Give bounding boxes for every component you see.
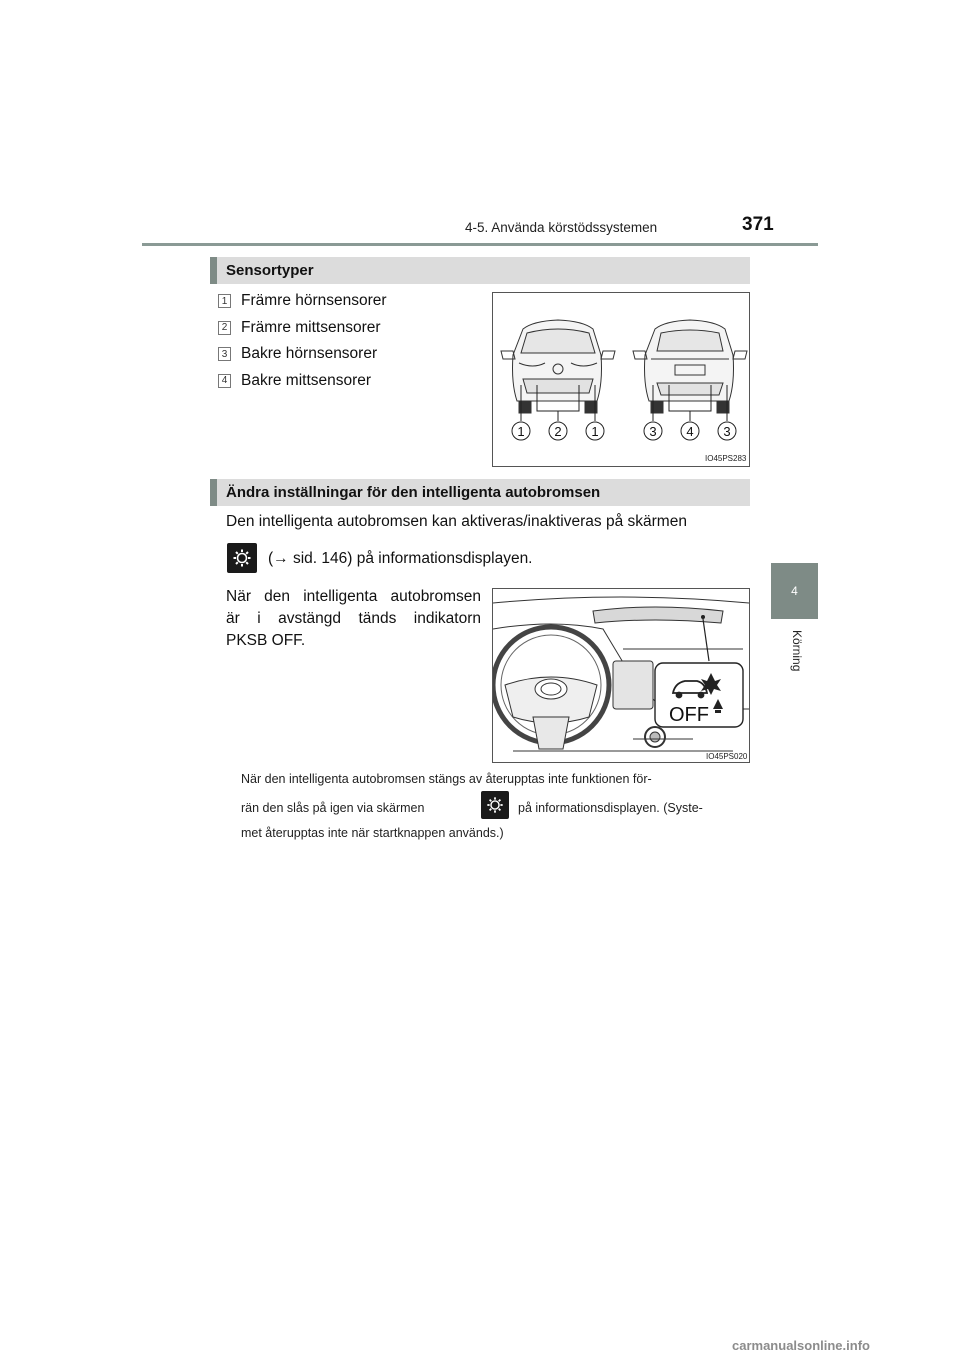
list-item xyxy=(218,315,387,342)
callout-4: 4 xyxy=(686,424,694,439)
callout-3: 3 xyxy=(649,424,657,439)
figure-code: IO45PS283 xyxy=(705,454,747,463)
list-item xyxy=(218,341,387,368)
header-section-title: 4-5. Använda körstödssystemen xyxy=(465,220,658,235)
item-label: Bakre mittsensorer xyxy=(241,371,372,389)
item-label: Bakre hörnsensorer xyxy=(241,345,378,363)
watermark: carmanualsonline.info xyxy=(732,1338,870,1353)
paragraph-pksb xyxy=(226,586,481,652)
figure-code: IO45PS020 xyxy=(706,752,748,761)
section-accent xyxy=(210,257,217,284)
paragraph-line: Den intelligenta autobromsen kan aktiveras/inaktiveras på skärmen xyxy=(226,513,687,530)
note-line: rän den slås på igen via skärmen xyxy=(241,801,425,815)
header-rule xyxy=(142,243,818,246)
section-heading-change-settings xyxy=(210,479,750,506)
callout-2: 2 xyxy=(554,424,562,439)
list-item xyxy=(218,288,387,315)
callout-3: 3 xyxy=(723,424,731,439)
chapter-tab: 4 xyxy=(771,563,818,619)
item-number: 3 xyxy=(218,347,231,361)
indicator-off-text: OFF xyxy=(669,704,709,726)
list-item xyxy=(218,368,387,395)
car-front-drawing xyxy=(501,320,615,413)
page-number: 371 xyxy=(742,214,774,235)
gear-icon xyxy=(232,548,252,568)
callout-1: 1 xyxy=(591,424,599,439)
dashboard-illustration xyxy=(493,589,749,762)
item-label: Främre mittsensorer xyxy=(241,318,381,336)
settings-gear-icon xyxy=(481,791,509,819)
paragraph-line: När den intelligenta autobromsen xyxy=(226,588,481,605)
section-heading-sensortyper xyxy=(210,257,750,284)
car-front-rear-illustration xyxy=(493,293,749,466)
item-label: Främre hörnsensorer xyxy=(241,292,387,310)
dashboard-indicator-figure xyxy=(492,588,750,763)
car-rear-drawing xyxy=(633,320,747,413)
item-number: 2 xyxy=(218,321,231,335)
section-title: Ändra inställningar för den intelligenta autobromsen xyxy=(226,484,601,501)
item-number: 4 xyxy=(218,374,231,388)
gear-icon xyxy=(486,796,504,814)
section-title: Sensortyper xyxy=(226,262,314,279)
note-line: När den intelligenta autobromsen stängs av återupptas inte funktionen för- xyxy=(241,772,652,786)
item-number: 1 xyxy=(218,294,231,308)
callout-1: 1 xyxy=(517,424,525,439)
paragraph-line: PKSB OFF. xyxy=(226,632,306,649)
sensor-list xyxy=(218,288,387,394)
note-line: på informationsdisplayen. (Syste- xyxy=(518,801,703,815)
paragraph-line: är i avstängd tänds indikatorn xyxy=(226,610,481,627)
settings-gear-icon xyxy=(227,543,257,573)
chapter-label: Körning xyxy=(790,630,804,672)
sensor-location-figure xyxy=(492,292,750,467)
paragraph-line: (→ sid. 146) på informationsdisplayen. xyxy=(268,550,533,567)
note-line: met återupptas inte när startknappen används.) xyxy=(241,826,504,840)
section-accent xyxy=(210,479,217,506)
